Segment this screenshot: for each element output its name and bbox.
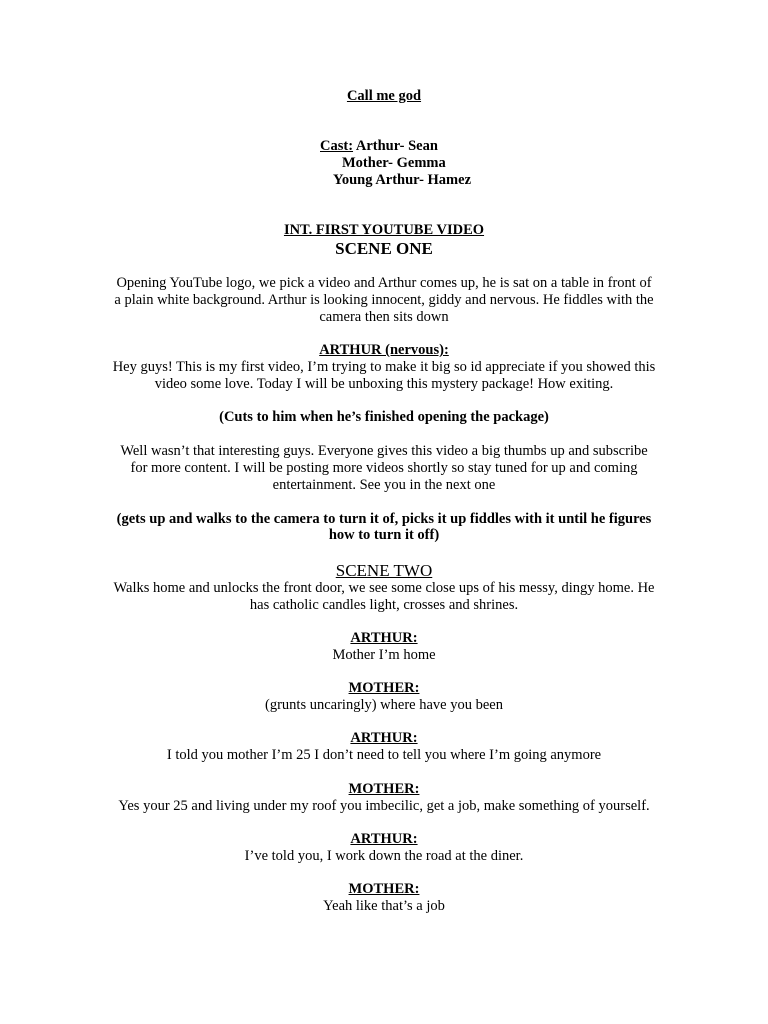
speaker-name: MOTHER:	[348, 781, 420, 797]
scene-one-action-line: camera then sits down	[319, 309, 449, 325]
speaker-name: ARTHUR:	[350, 730, 418, 746]
stage-direction: (Cuts to him when he’s finished opening the package)	[219, 409, 549, 425]
scene-two-action-line: has catholic candles light, crosses and shrines.	[249, 597, 519, 613]
speaker-name: MOTHER:	[348, 881, 420, 897]
dialogue-line: video some love. Today I will be unboxing this mystery package! How exiting.	[154, 376, 614, 392]
stage-direction: (gets up and walks to the camera to turn it of, picks it up fiddles with it until he figures	[116, 511, 652, 527]
cast-arthur: Arthur- Sean	[353, 138, 438, 154]
dialogue-line: I’ve told you, I work down the road at the diner.	[244, 848, 524, 864]
script-title: Call me god	[346, 88, 422, 104]
dialogue-line: Yeah like that’s a job	[323, 898, 445, 914]
scene-one-action-line: Opening YouTube logo, we pick a video and Arthur comes up, he is sat on a table in front of	[116, 275, 652, 291]
scene-one-title: SCENE ONE	[335, 239, 433, 258]
scene-two-action-line: Walks home and unlocks the front door, we see some close ups of his messy, dingy home. He	[113, 580, 655, 596]
scene-one-action-line: a plain white background. Arthur is looking innocent, giddy and nervous. He fiddles with the	[114, 292, 654, 308]
dialogue-line: for more content. I will be posting more videos shortly so stay tuned for up and coming	[130, 460, 638, 476]
dialogue-line: I told you mother I’m 25 I don’t need to tell you where I’m going anymore	[166, 747, 602, 763]
cast-label: Cast:	[320, 138, 354, 154]
cast-line-1	[320, 138, 438, 155]
cast-young-arthur: Young Arthur- Hamez	[333, 172, 472, 188]
dialogue-line: Hey guys! This is my first video, I’m trying to make it big so id appreciate if you showed this	[112, 359, 656, 375]
speaker-name: ARTHUR:	[350, 630, 418, 646]
speaker-name: MOTHER:	[348, 680, 420, 696]
speaker-arthur-nervous: ARTHUR (nervous):	[319, 342, 449, 358]
dialogue-line: Mother I’m home	[332, 647, 436, 663]
scene-heading: INT. FIRST YOUTUBE VIDEO	[283, 222, 485, 238]
dialogue-line: (grunts uncaringly) where have you been	[265, 697, 503, 713]
dialogue-line: Well wasn’t that interesting guys. Everyone gives this video a big thumbs up and subscribe	[120, 443, 648, 459]
dialogue-line: entertainment. See you in the next one	[272, 477, 496, 493]
cast-mother: Mother- Gemma	[342, 155, 446, 171]
scene-two-title: SCENE TWO	[335, 561, 433, 580]
speaker-name: ARTHUR:	[350, 831, 418, 847]
dialogue-line: Yes your 25 and living under my roof you imbecilic, get a job, make something of yourself.	[118, 798, 650, 814]
stage-direction: how to turn it off)	[328, 527, 440, 543]
